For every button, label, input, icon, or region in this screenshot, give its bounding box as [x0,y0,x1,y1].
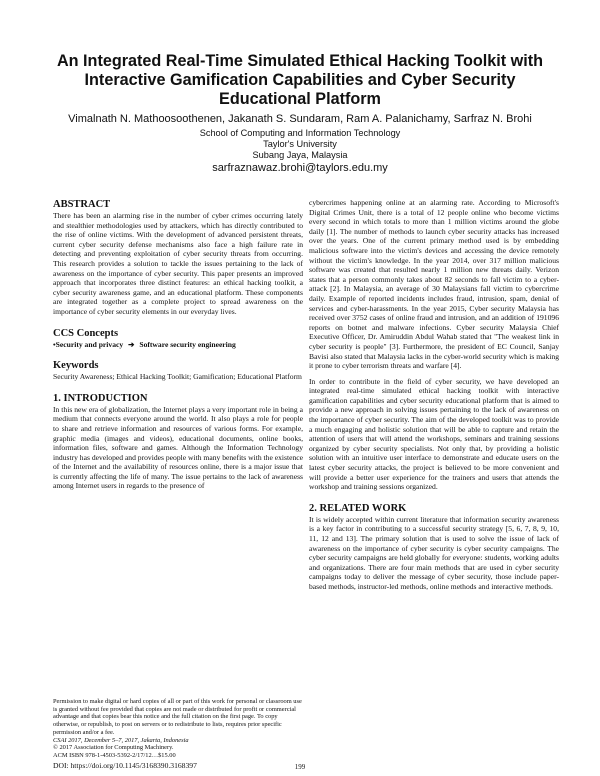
paper-title: An Integrated Real-Time Simulated Ethical Hacking Toolkit with Interactive Gamification Capabilities and Cyber Security Educational Platform [56,52,543,108]
keywords-text: Security Awareness; Ethical Hacking Toolkit; Gamification; Educational Platform [53,372,302,382]
abstract-heading: ABSTRACT [53,199,111,210]
author-email[interactable]: sarfraznawaz.brohi@taylors.edu.my [212,162,388,174]
doi-link[interactable]: DOI: https://doi.org/10.1145/3168390.3168397 [53,760,197,770]
affiliation-line: School of Computing and Information Technology [199,128,401,138]
copyright-line: © 2017 Association for Computing Machinery. [53,744,174,752]
author-list: Vimalnath N. Mathoosoothenen, Jakanath S. Sundaram, Ram A. Palanichamy, Sarfraz N. Brohi [68,113,532,125]
page-number: 199 [294,763,306,771]
ccs-heading: CCS Concepts [53,327,119,339]
left-column [53,198,303,491]
arrow-right-icon: ➔ [128,339,135,349]
introduction-paragraph-two: In order to contribute in the field of cyber security, we have developed an integrated real-time simulated ethical hacking toolkit with interactive gamification capabilities and cyber security educational platform that is aimed to provide a new approach in solving issues pertaining to the lack of awareness on the importance of cyber security. The aim of the developed toolkit was to provide a much engaging and holistic solution that will be able to capture and retain the attention of users that will attend the workshops, seminars and training sessions organized by cyber security specialists. Not only that, by providing a holistic solution with an intuitive user interface to demonstrate and educate users on the latest cyber security attacks, the project is believed to be more convenient and will provide a better user experience for the trainers and users that attends the workshop and training sessions organized. [309,376,559,492]
right-column [309,198,559,592]
ccs-secondary: Software security engineering [139,339,236,349]
permission-text: Permission to make digital or hard copies of all or part of this work for personal or classroom use is granted without fee provided that copies are not made or distributed for profit or commercial advantage and that copies bear this notice and the full citation on the first page. To copy otherwise, or republish, to post on servers or to redistribute to lists, requires prior specific permission and/or a fee. [53,698,302,736]
ccs-concepts [53,340,303,350]
ccs-primary: •Security and privacy [53,339,124,349]
affiliation-line: Taylor's University [263,139,337,149]
introduction-continued-text: cybercrimes happening online at an alarming rate. According to Microsoft's Digital Crimes Unit, there is a total of 12 people online who become victims every second in which totals to more than 1 million victims around the globe daily [1]. The number of methods to launch cyber security attacks has increased over the years. One of the current primary method used is by embedding malicious software into the victim's devices and accessing the device remotely without the victim's knowledge. In the year 2014, over 317 million malicious software was created that resulted nearly 1 million new threats daily. Verizon states that a person commonly takes about 82 seconds to fall victim to a cyber-attack [2]. In Malaysia, an average of 30 Malaysians fall victim to cybercrime daily. Example of reported incidents includes fraud, intrusion, spam, denial of services and cyber-harassments. In the year 2015, Cyber security Malaysia has received over 3752 cases of online fraud and intrusion, and an addition of 191096 reports on botnet and malware infections. Cyber security Malaysia Chief Executive Officer, Dr. Amiruddin Abdul Wahab stated that "The weakest link in cyber security is people" [3]. Furthermore, the president of EC Council, Sanjay Bavisi also stated that Malaysia lacks in the cyber-world security which is making it prone to cyber terrorism threats and warfare [4]. [309,198,559,371]
venue-line: CSAI 2017, December 5–7, 2017, Jakarta, Indonesia [53,736,189,744]
permission-notice [53,698,303,771]
affiliation-block [40,128,560,175]
affiliation-line: Subang Jaya, Malaysia [252,150,348,160]
related-work-text: It is widely accepted within current literature that information security awareness is a key factor in contributing to a successful security strategy [5, 6, 7, 8, 9, 10, 11, 12 and 13]. The primary solution that is used to solve the issue of lack of awareness on the importance of cyber security is cyber security campaigns. The cyber security campaigns are held globally for everyone: students, working adults and organizations. There are four main methods that are used in cyber security campaigns today to deliver the message of cyber security, those include paper-based methods, instructor-led methods, online methods and interactive methods. [309,514,559,591]
introduction-text: In this new era of globalization, the Internet plays a very important role in being a medium that connects everyone around the world. It also plays a role for people to share and retrieve information and resources of various forms. For example, graphic media (images and videos), educational documents, online books, information files, software and games. Although the Information Technology industry has developed and provides people with many benefits with the existence of the Internet and the availability of resources online, there is a major issue that is currently affecting the life of many. The issue pertains to the lack of awareness among Internet users in regards to the presence of [53,404,303,491]
related-work-heading: 2. RELATED WORK [309,502,407,514]
keywords-heading: Keywords [53,360,99,372]
introduction-heading: 1. INTRODUCTION [53,392,148,404]
abstract-text: There has been an alarming rise in the number of cyber crimes occurring lately and stealthier methodologies used by attackers, which has directly contributed to the rise of online victims. With the development of advanced persistent threats, current cyber security defense mechanisms also face a high failure rate in detecting and preventing exploitation of cyber security threats from occurring. This research provides a solution to tackle the issues pertaining to the lack of awareness on the importance of cyber security. This paper presents an improved approach that incorporates three distinct features: an ethical hacking toolkit, a cyber security awareness game, and an educational platform. These components are integrated together as a complete project to spread awareness on the importance of cyber security elements in our everyday lives. [53,211,303,316]
isbn-line: ACM ISBN 978-1-4503-5392-2/17/12…$15.00 [53,751,176,759]
